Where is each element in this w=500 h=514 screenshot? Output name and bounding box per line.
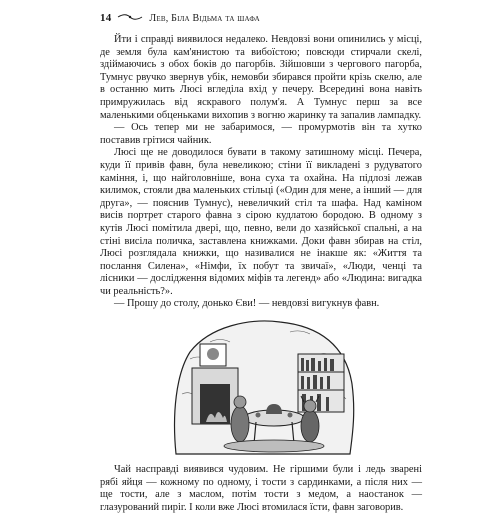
- page-number: 14: [100, 12, 112, 24]
- paragraph: Йти і справді виявилося недалеко. Невдовзі вони опинились у місці, де земля була кам'янистою та вибоїстою; повсюди стирчали скелі, здіймаючись з обох боків до пагорбів. Зійшовши з чергового пагорба, Тумнус рвучко звернув убік, немовби збирався пройти крізь скелю, але в останню мить Люсі вгледіла вхід у печеру. Всередині вона навіть примружилась від яскравого полум'я. А Тумнус перш за все маленькими обценьками вихопив з вогню жаринку та запалив лампадку.: [100, 34, 422, 121]
- paragraph: — Прошу до столу, донько Єви! — невдовзі вигукнув фавн.: [114, 298, 380, 310]
- running-title: Лев, Біла Відьма та шафа: [149, 12, 260, 24]
- paragraph: Люсі ще не доводилося бувати в такому затишному місці. Печера, куди її привів фавн, була невеликою; стіни її викладені з рудуватого каміння, і, що найголовніше, вона суха та охайна. На підлозі лежав килимок, стояли два маленьких стільці («Один для мене, а інший — для друга», — пояснив Тумнус), невеличкий стіл та шафа. Над каміном висів портрет старого фавна з сірою кудлатою бородою. В одному з кутів Люсі помітила двері, що, певно, вели до хазяйської спальні, а на стіні висіла поличка, заставлена книжками. Доки фавн збирав на стіл, Люсі розглядала книжки, що називалися не інакше як: «Життя та послання Силена», «Німфи, їх побут та звичаї», «Люди, ченці та лісники — дослідження відомих міфів та легенд» або «Людина: вигадка чи реальність?».: [100, 147, 422, 297]
- running-head: [100, 10, 420, 26]
- paragraph: — Ось тепер ми не забаримося, — промурмотів він та хутко поставив грітися чайник.: [100, 122, 422, 146]
- cave-interior-illustration: [170, 314, 356, 456]
- body-text: [100, 34, 422, 311]
- ornament-icon: [117, 13, 143, 24]
- paragraph: Чай насправді виявився чудовим. Не гіршими були і ледь зварені рябі яйця — кожному по одному, і тости з сардинками, а після них — ще тости, але з маслом, потім тости з медом, а наостанок — глазурований пиріг. І коли вже Люсі втомилася їсти, фавн заговорив.: [100, 464, 422, 513]
- body-text-continued: [100, 464, 422, 514]
